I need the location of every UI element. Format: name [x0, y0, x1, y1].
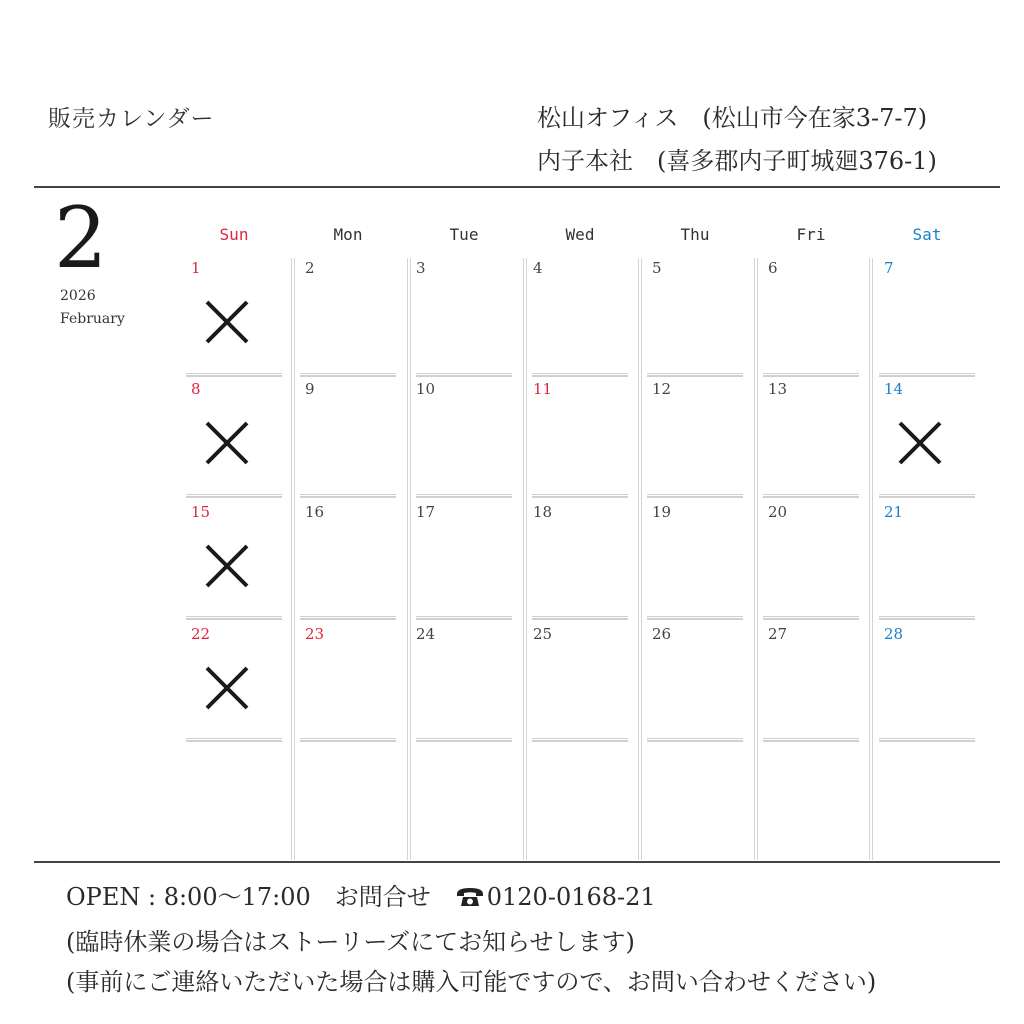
day-number: 6: [768, 259, 778, 277]
closed-day-x-icon: [203, 419, 251, 467]
year-label: 2026: [60, 288, 96, 304]
office-address: 松山オフィス (松山市今在家3-7-7): [537, 104, 928, 132]
day-number: 14: [884, 380, 904, 398]
row-separator: [647, 494, 743, 498]
day-number: 2: [305, 259, 315, 277]
row-separator: [647, 738, 743, 742]
day-number: 9: [305, 380, 315, 398]
row-separator: [532, 373, 628, 377]
closed-day-x-icon: [203, 664, 251, 712]
day-number: 21: [884, 503, 904, 521]
hours-text: OPEN : 8:00～17:00 お問合せ: [66, 883, 455, 911]
weekday-header-sat: Sat: [912, 225, 942, 244]
day-number: 24: [416, 625, 436, 643]
closed-day-x-icon: [896, 419, 944, 467]
footer-divider: [34, 861, 1000, 863]
day-number: 28: [884, 625, 904, 643]
row-separator: [763, 373, 859, 377]
day-number: 18: [533, 503, 553, 521]
closed-day-x-icon: [203, 298, 251, 346]
day-number: 20: [768, 503, 788, 521]
purchase-contact-note: (事前にご連絡いただいた場合は購入可能ですので、お問い合わせください): [66, 968, 877, 996]
day-number: 1: [191, 259, 201, 277]
day-number: 26: [652, 625, 672, 643]
hq-address: 内子本社 (喜多郡内子町城廻376-1): [537, 147, 937, 175]
weekday-header-thu: Thu: [680, 225, 710, 244]
row-separator: [763, 738, 859, 742]
row-separator: [416, 373, 512, 377]
hours-contact-line: [66, 877, 656, 914]
day-number: 7: [884, 259, 894, 277]
day-number: 16: [305, 503, 325, 521]
row-separator: [416, 738, 512, 742]
row-separator: [416, 616, 512, 620]
row-separator: [647, 616, 743, 620]
row-separator: [300, 616, 396, 620]
day-number: 19: [652, 503, 672, 521]
telephone-icon: [455, 886, 485, 914]
day-number: 8: [191, 380, 201, 398]
weekday-header-mon: Mon: [333, 225, 363, 244]
weekday-header-sun: Sun: [219, 225, 249, 244]
row-separator: [186, 494, 282, 498]
row-separator: [647, 373, 743, 377]
calendar-title: 販売カレンダー: [48, 106, 215, 132]
row-separator: [300, 373, 396, 377]
closed-day-x-icon: [203, 542, 251, 590]
day-number: 12: [652, 380, 672, 398]
row-separator: [300, 738, 396, 742]
row-separator: [186, 373, 282, 377]
column-separator: [523, 258, 527, 860]
weekday-header-wed: Wed: [565, 225, 595, 244]
row-separator: [186, 738, 282, 742]
weekday-header-fri: Fri: [796, 225, 826, 244]
day-number: 23: [305, 625, 325, 643]
row-separator: [532, 738, 628, 742]
row-separator: [879, 616, 975, 620]
day-number: 10: [416, 380, 436, 398]
row-separator: [186, 616, 282, 620]
column-separator: [638, 258, 642, 860]
weekday-header-tue: Tue: [449, 225, 479, 244]
day-number: 13: [768, 380, 788, 398]
column-separator: [869, 258, 873, 860]
month-name: February: [60, 311, 125, 327]
day-number: 11: [533, 380, 553, 398]
row-separator: [532, 494, 628, 498]
day-number: 27: [768, 625, 788, 643]
day-number: 4: [533, 259, 543, 277]
row-separator: [879, 738, 975, 742]
day-number: 5: [652, 259, 662, 277]
month-number: 2: [54, 189, 108, 287]
phone-number[interactable]: 0120-0168-21: [486, 883, 656, 911]
day-number: 17: [416, 503, 436, 521]
day-number: 22: [191, 625, 211, 643]
column-separator: [407, 258, 411, 860]
temporary-closure-note: (臨時休業の場合はストーリーズにてお知らせします): [66, 928, 635, 956]
day-number: 3: [416, 259, 426, 277]
day-number: 25: [533, 625, 553, 643]
row-separator: [879, 373, 975, 377]
row-separator: [879, 494, 975, 498]
header-divider: [34, 186, 1000, 188]
day-number: 15: [191, 503, 211, 521]
row-separator: [532, 616, 628, 620]
column-separator: [291, 258, 295, 860]
column-separator: [754, 258, 758, 860]
row-separator: [763, 616, 859, 620]
row-separator: [416, 494, 512, 498]
row-separator: [300, 494, 396, 498]
row-separator: [763, 494, 859, 498]
